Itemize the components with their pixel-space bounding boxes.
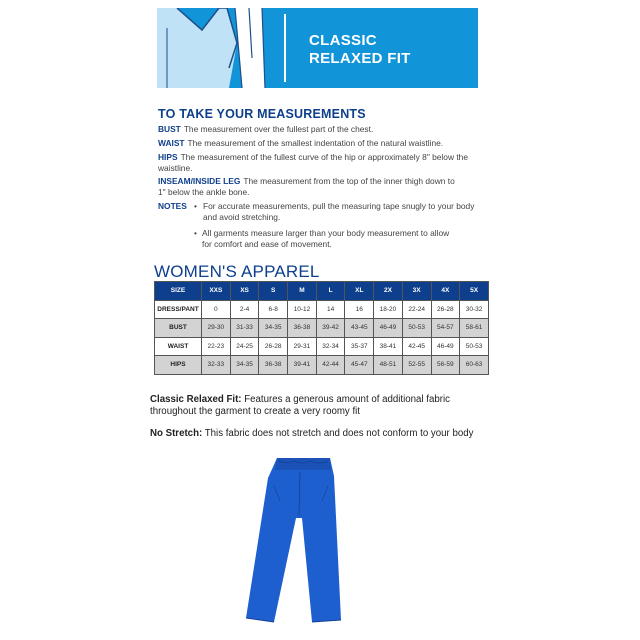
table-cell: 45-47 (345, 356, 374, 375)
banner-title-line1: CLASSIC (309, 32, 377, 49)
table-cell: 38-41 (374, 337, 403, 356)
def-term: HIPS (158, 152, 178, 162)
table-cell: 16 (345, 300, 374, 319)
table-cell: 26-28 (259, 337, 288, 356)
table-header-cell: L (316, 282, 345, 301)
table-cell: 34-35 (230, 356, 259, 375)
table-cell: 30-32 (460, 300, 489, 319)
table-cell: 60-63 (460, 356, 489, 375)
notes-label: NOTES (158, 201, 187, 211)
table-header-cell: XS (230, 282, 259, 301)
def-term: WAIST (158, 138, 185, 148)
table-row (155, 319, 489, 338)
table-cell: 48-51 (374, 356, 403, 375)
bullet-icon: • (194, 201, 197, 211)
table-header-cell: SIZE (155, 282, 202, 301)
table-header-row (155, 282, 489, 301)
bullet-icon: • (194, 228, 197, 238)
table-header-cell: 3X (402, 282, 431, 301)
table-cell: 0 (202, 300, 231, 319)
table-header-cell: XL (345, 282, 374, 301)
table-cell: 2-4 (230, 300, 259, 319)
table-cell: 24-25 (230, 337, 259, 356)
table-cell: 58-61 (460, 319, 489, 338)
table-cell: 43-45 (345, 319, 374, 338)
def-text: The measurement of the fullest curve of the hip or approximately 8" below the waistline. (158, 152, 468, 173)
note-2: All garments measure larger than your body measurement to allow for comfort and ease of movement. (202, 228, 450, 249)
table-cell: 54-57 (431, 319, 460, 338)
table-cell: 36-38 (288, 319, 317, 338)
table-cell: 46-49 (431, 337, 460, 356)
table-cell: 32-33 (202, 356, 231, 375)
def-waist (158, 138, 488, 149)
table-cell: 22-23 (202, 337, 231, 356)
stretch-description (150, 428, 490, 440)
def-inseam (158, 176, 458, 198)
fit-text: Features a generous amount of additional fabric throughout the garment to create a very roomy fit (150, 394, 450, 417)
table-header-cell: 5X (460, 282, 489, 301)
table-cell: 10-12 (288, 300, 317, 319)
table-cell: 42-44 (316, 356, 345, 375)
banner-title (309, 32, 411, 68)
table-row (155, 356, 489, 375)
measurements-title: TO TAKE YOUR MEASUREMENTS (158, 107, 366, 121)
table-cell: 29-31 (288, 337, 317, 356)
fit-description (150, 394, 490, 418)
table-header-cell: S (259, 282, 288, 301)
table-cell: 36-38 (259, 356, 288, 375)
table-cell: 39-41 (288, 356, 317, 375)
table-cell: 39-42 (316, 319, 345, 338)
pants-product-image (244, 456, 344, 624)
def-term: INSEAM/INSIDE LEG (158, 176, 241, 186)
table-cell: 6-8 (259, 300, 288, 319)
table-row (155, 337, 489, 356)
banner-divider (284, 14, 286, 82)
def-text: The measurement from the top of the inner thigh down to 1" below the ankle bone. (158, 176, 455, 197)
table-row (155, 300, 489, 319)
table-cell: 50-53 (460, 337, 489, 356)
stretch-label: No Stretch: (150, 428, 203, 439)
table-header-cell: XXS (202, 282, 231, 301)
fit-banner (157, 8, 478, 88)
banner-title-line2: RELAXED FIT (309, 50, 411, 67)
row-header: WAIST (155, 337, 202, 356)
table-cell: 31-33 (230, 319, 259, 338)
table-cell: 56-59 (431, 356, 460, 375)
table-cell: 26-28 (431, 300, 460, 319)
table-cell: 50-53 (402, 319, 431, 338)
scrub-illustration-icon (157, 8, 277, 88)
fit-label: Classic Relaxed Fit: (150, 394, 242, 405)
def-bust (158, 124, 488, 135)
table-cell: 52-55 (402, 356, 431, 375)
def-hips (158, 152, 468, 174)
note-1: For accurate measurements, pull the measuring tape snugly to your body and avoid stretching. (203, 201, 475, 222)
apparel-title: WOMEN'S APPAREL (154, 262, 320, 281)
table-cell: 14 (316, 300, 345, 319)
table-cell: 46-49 (374, 319, 403, 338)
row-header: BUST (155, 319, 202, 338)
table-cell: 32-34 (316, 337, 345, 356)
table-cell: 35-37 (345, 337, 374, 356)
def-text: The measurement of the smallest indentation of the natural waistline. (187, 138, 444, 148)
table-cell: 29-30 (202, 319, 231, 338)
row-header: DRESS/PANT (155, 300, 202, 319)
def-term: BUST (158, 124, 181, 134)
stretch-text: This fabric does not stretch and does not conform to your body (204, 428, 474, 439)
def-text: The measurement over the fullest part of the chest. (183, 124, 374, 134)
row-header: HIPS (155, 356, 202, 375)
table-header-cell: 2X (374, 282, 403, 301)
table-cell: 34-35 (259, 319, 288, 338)
table-header-cell: 4X (431, 282, 460, 301)
table-cell: 22-24 (402, 300, 431, 319)
size-chart-table (154, 281, 489, 375)
table-cell: 42-45 (402, 337, 431, 356)
table-cell: 18-20 (374, 300, 403, 319)
table-header-cell: M (288, 282, 317, 301)
